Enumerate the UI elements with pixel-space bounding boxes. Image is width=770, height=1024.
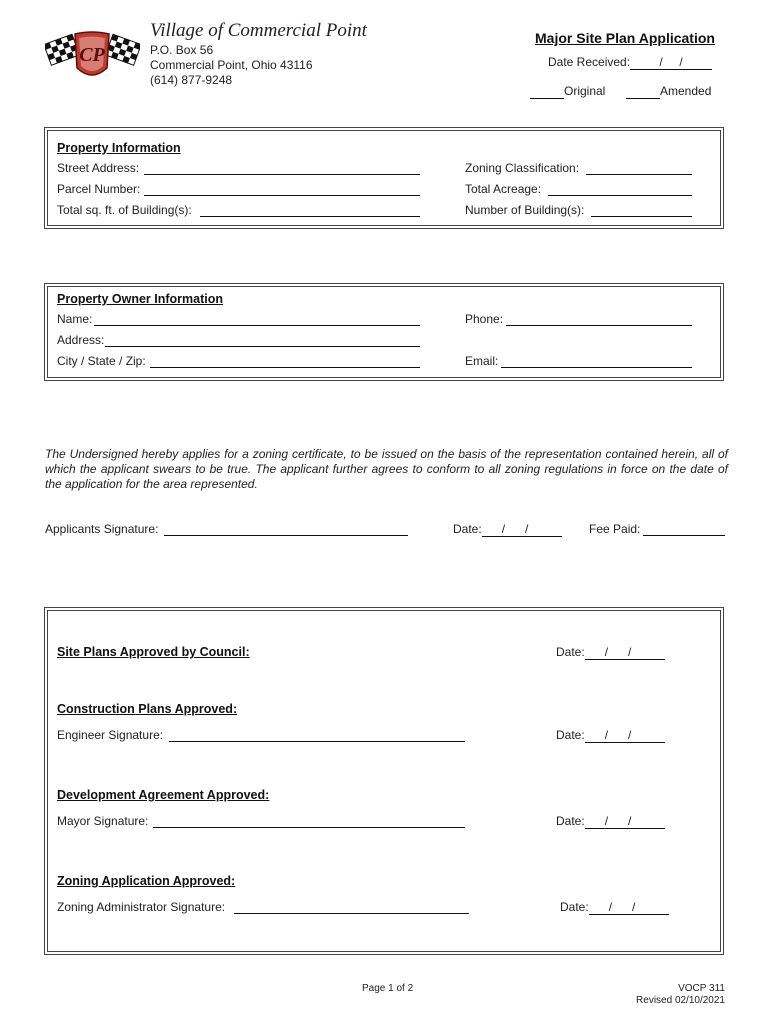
form-code	[600, 983, 725, 1007]
village-logo	[45, 28, 140, 84]
site-plans-approved-heading: Site Plans Approved by Council:	[57, 645, 250, 659]
original-blank[interactable]	[530, 84, 564, 99]
owner-name-label: Name:	[57, 312, 93, 326]
zoning-classification-label: Zoning Classification:	[465, 161, 580, 175]
applicant-date-field[interactable]: / /	[482, 522, 562, 537]
owner-phone-label: Phone:	[465, 312, 504, 326]
amended-blank[interactable]	[626, 84, 660, 99]
fee-paid-label: Fee Paid:	[589, 522, 641, 536]
engineer-date-field[interactable]: / /	[585, 728, 665, 743]
zoning-date-field[interactable]: / /	[589, 900, 669, 915]
owner-email-field[interactable]	[501, 367, 692, 368]
amended-label: Amended	[660, 84, 712, 98]
page-number: Page 1 of 2	[362, 983, 414, 994]
checkered-flag-logo-icon	[45, 28, 140, 84]
site-plans-date-field[interactable]: / /	[585, 645, 665, 660]
zoning-classification-field[interactable]	[586, 174, 692, 175]
form-revised-date: Revised 02/10/2021	[636, 995, 725, 1006]
applicant-signature-field[interactable]	[164, 535, 408, 536]
mayor-signature-field[interactable]	[153, 827, 465, 828]
zoning-date-label: Date:	[560, 900, 589, 914]
date-received-field[interactable]: / /	[630, 55, 712, 70]
mayor-date	[556, 814, 665, 829]
applicant-signature-label: Applicants Signature:	[45, 522, 159, 536]
owner-address-label: Address:	[57, 333, 105, 347]
zoning-approved-heading: Zoning Application Approved:	[57, 874, 236, 888]
owner-name-field[interactable]	[94, 325, 420, 326]
zoning-admin-signature-field[interactable]	[234, 913, 469, 914]
original-label: Original	[564, 84, 606, 98]
parcel-number-label: Parcel Number:	[57, 182, 141, 196]
declaration-text: The Undersigned hereby applies for a zoning certificate, to be issued on the basis of the representation contained herein, all of which the applicant swears to be true. The applicant further agrees to conform to all zoning regulations in force on the date of the application for the area represented.	[45, 447, 728, 491]
org-name: Village of Commercial Point	[150, 20, 367, 41]
number-buildings-field[interactable]	[591, 216, 692, 217]
street-address-label: Street Address:	[57, 161, 140, 175]
site-plans-date-label: Date:	[556, 645, 585, 659]
org-address	[150, 43, 313, 88]
total-sqft-field[interactable]	[200, 216, 420, 217]
development-approved-heading: Development Agreement Approved:	[57, 788, 270, 802]
owner-email-label: Email:	[465, 354, 499, 368]
address-line-2: Commercial Point, Ohio 43116	[150, 58, 313, 72]
mayor-date-label: Date:	[556, 814, 585, 828]
engineer-date	[556, 728, 665, 743]
applicant-date	[453, 522, 562, 537]
owner-city-field[interactable]	[150, 367, 420, 368]
owner-address-field[interactable]	[105, 346, 420, 347]
fee-paid-field[interactable]	[643, 535, 725, 536]
engineer-date-label: Date:	[556, 728, 585, 742]
form-title: Major Site Plan Application	[535, 30, 715, 46]
total-acreage-field[interactable]	[548, 195, 692, 196]
address-line-1: P.O. Box 56	[150, 43, 214, 57]
site-plans-date	[556, 645, 665, 660]
engineer-signature-label: Engineer Signature:	[57, 728, 164, 742]
original-option[interactable]	[530, 84, 605, 99]
applicant-date-label: Date:	[453, 522, 482, 536]
form-code-number: VOCP 311	[678, 983, 725, 994]
total-acreage-label: Total Acreage:	[465, 182, 542, 196]
logo-letters: CP	[79, 44, 105, 66]
date-received	[548, 55, 712, 70]
owner-phone-field[interactable]	[506, 325, 692, 326]
mayor-date-field[interactable]: / /	[585, 814, 665, 829]
date-received-label: Date Received:	[548, 55, 631, 69]
amended-option[interactable]	[626, 84, 711, 99]
zoning-admin-signature-label: Zoning Administrator Signature:	[57, 900, 226, 914]
total-sqft-label: Total sq. ft. of Building(s):	[57, 203, 192, 217]
parcel-number-field[interactable]	[144, 195, 420, 196]
engineer-signature-field[interactable]	[169, 741, 465, 742]
number-buildings-label: Number of Building(s):	[465, 203, 585, 217]
owner-info-heading: Property Owner Information	[57, 292, 223, 306]
mayor-signature-label: Mayor Signature:	[57, 814, 149, 828]
property-info-heading: Property Information	[57, 141, 181, 155]
zoning-date	[560, 900, 669, 915]
street-address-field[interactable]	[144, 174, 420, 175]
owner-city-label: City / State / Zip:	[57, 354, 146, 368]
org-phone: (614) 877-9248	[150, 73, 233, 87]
construction-approved-heading: Construction Plans Approved:	[57, 702, 238, 716]
